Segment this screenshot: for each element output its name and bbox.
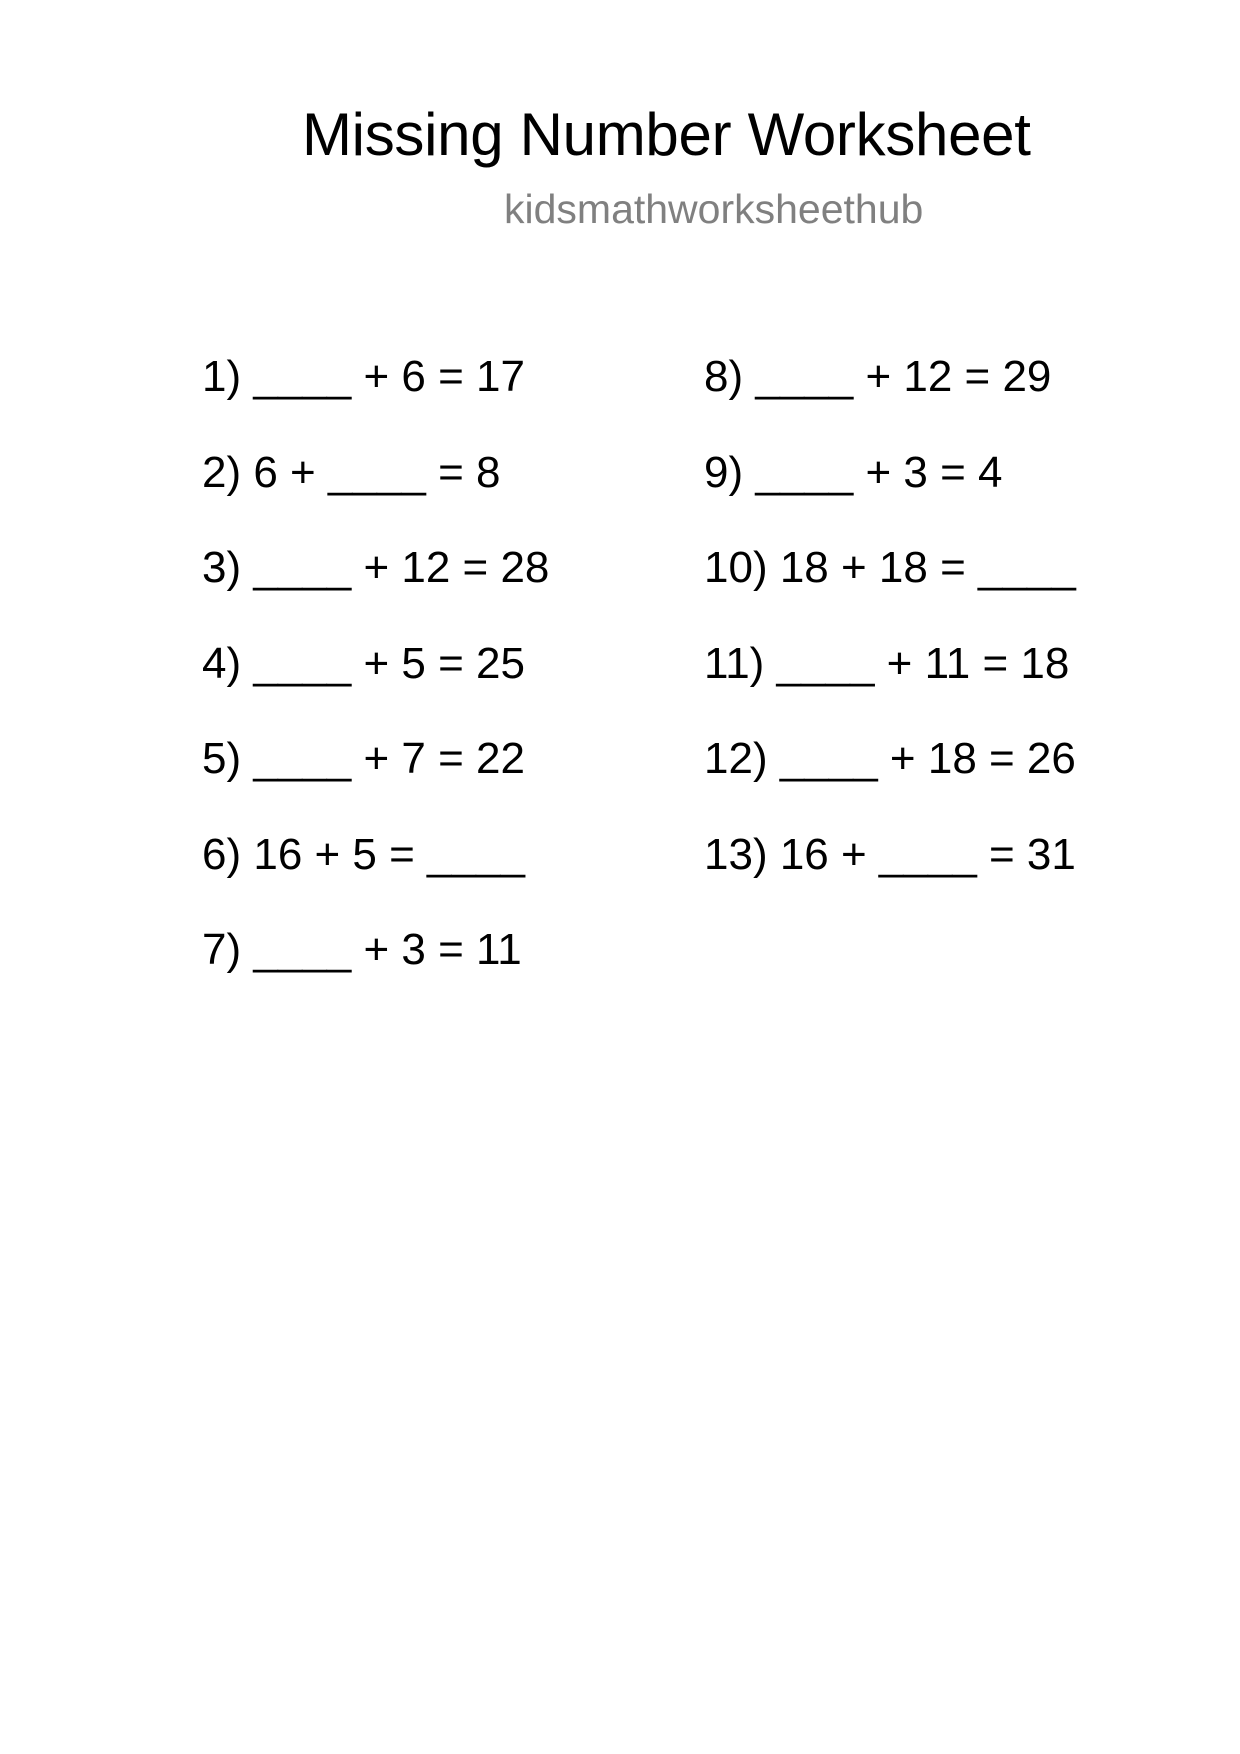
problem-10: 10) 18 + 18 = ____ [704, 543, 1076, 592]
problem-2: 2) 6 + ____ = 8 [202, 447, 501, 497]
worksheet-source: kidsmathworksheethub [504, 186, 924, 232]
problem-11: 11) ____ + 11 = 18 [704, 638, 1070, 688]
problem-6: 6) 16 + 5 = ____ [202, 829, 525, 879]
problem-12: 12) ____ + 18 = 26 [704, 734, 1076, 783]
problem-7: 7) ____ + 3 = 11 [202, 925, 522, 974]
problem-5: 5) ____ + 7 = 22 [202, 734, 525, 783]
problems-left-column [202, 352, 549, 1021]
problem-8: 8) ____ + 12 = 29 [704, 352, 1052, 401]
problem-4: 4) ____ + 5 = 25 [202, 638, 525, 688]
problem-1: 1) ____ + 6 = 17 [202, 352, 525, 401]
problem-9: 9) ____ + 3 = 4 [704, 447, 1003, 497]
worksheet-title: Missing Number Worksheet [302, 101, 1031, 168]
problems-right-column [704, 352, 1076, 925]
problem-3: 3) ____ + 12 = 28 [202, 543, 550, 592]
problem-13: 13) 16 + ____ = 31 [704, 829, 1076, 879]
